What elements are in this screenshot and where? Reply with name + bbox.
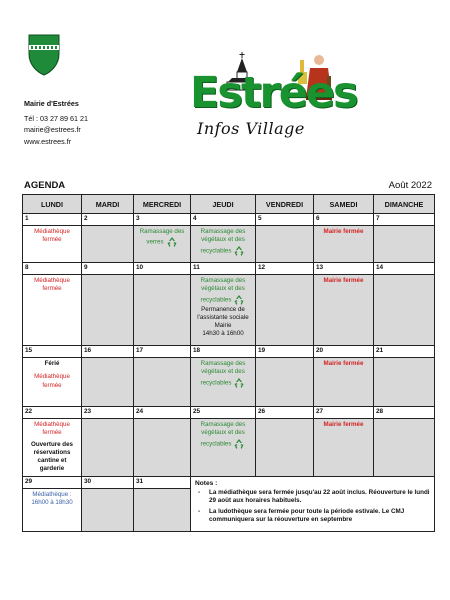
day-events [314, 275, 374, 346]
agenda-calendar [22, 194, 435, 532]
event-line: Ramassage des [200, 421, 246, 428]
event-line: recyclables [193, 245, 253, 257]
contact-block [24, 98, 88, 147]
day-events [191, 419, 256, 477]
events-row [23, 275, 435, 346]
day-events [82, 419, 134, 477]
date-number: 27 [314, 407, 374, 419]
day-events [134, 489, 191, 532]
date-number: 17 [134, 346, 191, 358]
events-row [23, 419, 435, 477]
day-events [23, 489, 82, 532]
weekday-header: VENDREDI [256, 195, 314, 214]
date-number: 16 [82, 346, 134, 358]
date-number: 25 [191, 407, 256, 419]
date-number: 4 [191, 214, 256, 226]
event-line: verres [136, 236, 188, 248]
weekday-header: MARDI [82, 195, 134, 214]
event-line: Médiathèque [34, 373, 70, 381]
date-number: 24 [134, 407, 191, 419]
date-number: 21 [374, 346, 435, 358]
recycle-icon [166, 236, 178, 248]
phone-number: Tél : 03 27 89 61 21 [24, 113, 88, 123]
event-line: fermée [42, 236, 62, 244]
recycle-icon [233, 294, 245, 306]
date-number: 12 [256, 263, 314, 275]
day-events [82, 275, 134, 346]
date-number: 14 [374, 263, 435, 275]
date-number: 2 [82, 214, 134, 226]
date-row [23, 263, 435, 275]
date-number: 28 [374, 407, 435, 419]
date-number: 8 [23, 263, 82, 275]
event-line: 14h30 à 16h00 [202, 330, 244, 338]
date-number: 30 [82, 477, 134, 489]
date-number: 26 [256, 407, 314, 419]
weekday-header: DIMANCHE [374, 195, 435, 214]
event-line: végétaux et des [201, 368, 245, 376]
date-number: 15 [23, 346, 82, 358]
day-events [374, 419, 435, 477]
date-row [23, 214, 435, 226]
day-events [82, 358, 134, 407]
day-events [256, 419, 314, 477]
event-line: fermée [42, 285, 62, 293]
day-events [82, 489, 134, 532]
date-number: 20 [314, 346, 374, 358]
date-number: 9 [82, 263, 134, 275]
date-row [23, 477, 435, 489]
agenda-title: AGENDA [24, 180, 66, 191]
day-events [23, 419, 82, 477]
weekday-header: SAMEDI [314, 195, 374, 214]
event-line: fermée [42, 429, 62, 437]
date-row [23, 346, 435, 358]
date-number: 11 [191, 263, 256, 275]
recycle-icon [233, 438, 245, 450]
notes-block [191, 477, 435, 532]
day-events [23, 226, 82, 263]
day-events [256, 358, 314, 407]
day-events [23, 275, 82, 346]
event-line: Férié [44, 360, 60, 367]
recycle-icon [233, 377, 245, 389]
events-row [23, 358, 435, 407]
event-line: l'assistante sociale [197, 313, 249, 321]
event-line: réservations [33, 448, 71, 456]
event-line: Mairie fermée [323, 277, 364, 284]
date-number: 5 [256, 214, 314, 226]
day-events [374, 275, 435, 346]
event-line: Ouverture des [31, 440, 73, 448]
event-line: végétaux et des [201, 429, 245, 437]
event-line: fermée [42, 381, 62, 389]
coat-of-arms-icon [28, 34, 60, 76]
event-line: Mairie fermée [323, 228, 364, 235]
day-events [23, 358, 82, 407]
date-number: 22 [23, 407, 82, 419]
email-address: mairie@estrees.fr [24, 125, 81, 134]
event-line: recyclables [193, 438, 253, 450]
logo-subtitle: Infos Village [197, 119, 305, 138]
weekday-header: JEUDI [191, 195, 256, 214]
day-events [191, 275, 256, 346]
date-number: 10 [134, 263, 191, 275]
day-events [134, 419, 191, 477]
date-number: 1 [23, 214, 82, 226]
event-line: Ramassage des [200, 277, 246, 284]
event-line: Médiathèque [34, 277, 70, 284]
event-line: Mairie [214, 322, 232, 330]
event-line: recyclables [193, 294, 253, 306]
day-events [256, 275, 314, 346]
weekday-header-row [23, 195, 435, 214]
day-events [82, 226, 134, 263]
website-address: www.estrees.fr [24, 136, 72, 146]
event-line: Médiathèque : [32, 491, 72, 498]
event-line: Médiathèque [34, 421, 70, 428]
note-item: - La ludothèque sera fermée pour toute la période estivale. Le CMJ communiquera sur la réouverture en septembre [195, 508, 430, 525]
day-events [314, 419, 374, 477]
date-number: 3 [134, 214, 191, 226]
day-events [191, 358, 256, 407]
weekday-header: MERCREDI [134, 195, 191, 214]
event-line: Ramassage des [200, 228, 246, 235]
event-line: Mairie fermée [323, 421, 364, 428]
mairie-name: Mairie d'Estrées [24, 99, 79, 108]
day-events [191, 226, 256, 263]
event-line: recyclables [193, 377, 253, 389]
day-events [256, 226, 314, 263]
event-line: 16h00 à 18h30 [31, 499, 73, 507]
day-events [134, 226, 191, 263]
note-item: - La médiathèque sera fermée jusqu'au 22 août inclus. Réouverture le lundi 29 août aux horaires habituels. [195, 489, 430, 506]
day-events [374, 358, 435, 407]
day-events [314, 226, 374, 263]
events-row [23, 226, 435, 263]
weekday-header: LUNDI [23, 195, 82, 214]
event-line: Médiathèque [34, 228, 70, 235]
agenda-month: Août 2022 [388, 180, 432, 191]
event-line: Ramassage des [139, 228, 185, 235]
day-events [374, 226, 435, 263]
recycle-icon [233, 245, 245, 257]
event-line: cantine et [37, 457, 67, 465]
date-number: 7 [374, 214, 435, 226]
date-number: 13 [314, 263, 374, 275]
date-number: 29 [23, 477, 82, 489]
event-line: végétaux et des [201, 236, 245, 244]
event-line: végétaux et des [201, 285, 245, 293]
notes-label: Notes : [195, 480, 218, 487]
date-number: 23 [82, 407, 134, 419]
date-row [23, 407, 435, 419]
day-events [134, 358, 191, 407]
event-line: Permanence de [201, 305, 245, 313]
date-number: 6 [314, 214, 374, 226]
logo-title: Estrées [190, 68, 357, 118]
date-number: 31 [134, 477, 191, 489]
event-line: Mairie fermée [323, 360, 364, 367]
event-line: garderie [39, 465, 65, 473]
day-events [134, 275, 191, 346]
day-events [314, 358, 374, 407]
date-number: 18 [191, 346, 256, 358]
date-number: 19 [256, 346, 314, 358]
event-line: Ramassage des [200, 360, 246, 367]
